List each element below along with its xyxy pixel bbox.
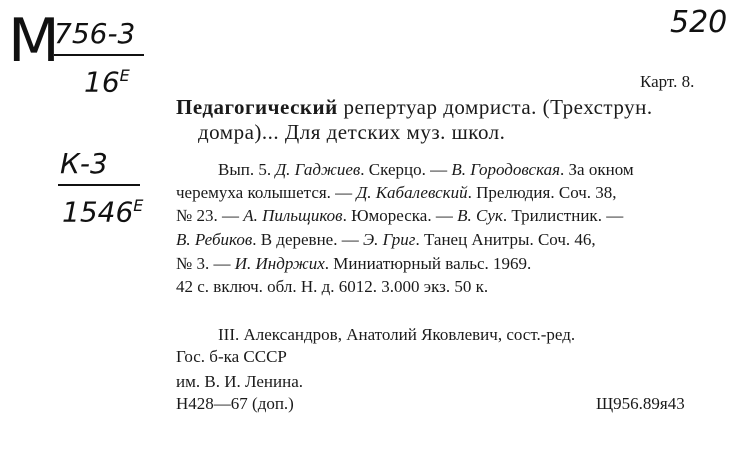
- author-name: А. Пильщиков: [243, 206, 343, 225]
- title-rest: репертуар домриста. (Трехструн.: [337, 95, 653, 119]
- contents-text: № 3. —: [176, 254, 235, 273]
- contents-text: черемуха колышется. —: [176, 183, 357, 202]
- handwritten-mid-top: К-3: [60, 147, 108, 180]
- author-name: И. Индржих: [234, 254, 325, 273]
- contents-text: № 23. —: [176, 206, 244, 225]
- handwritten-mid-bottom: $1546^Е$: [62, 195, 144, 229]
- handwritten-underline-2: [58, 184, 140, 186]
- contents-text: . В деревне. —: [252, 230, 363, 249]
- contents-text: . Скерцо. —: [360, 160, 452, 179]
- contents-text: . За окном: [560, 160, 634, 179]
- library-line-2: им. В. И. Ленина.: [176, 372, 304, 391]
- code-right: Щ956.89я43: [596, 394, 685, 413]
- contents-line: [176, 254, 531, 274]
- card-label: Карт. 8.: [640, 72, 695, 91]
- contents-line: [176, 277, 488, 297]
- contents-line: [176, 230, 596, 250]
- title-line-2: домра)... Для детских муз. школ.: [198, 120, 506, 144]
- contents-text: . Танец Анитры. Соч. 46,: [415, 230, 596, 249]
- handwritten-call-bottom: $16^Е$: [84, 65, 130, 99]
- handwritten-letter: М: [8, 6, 60, 76]
- contents-text: . Прелюдия. Соч. 38,: [467, 183, 617, 202]
- contents-line: [218, 160, 634, 180]
- author-name: В. Городовская: [451, 160, 561, 179]
- contents-text: Вып. 5.: [218, 160, 276, 179]
- contents-text: . Трилистник. —: [502, 206, 624, 225]
- contents-text: 42 с. включ. обл. Н. д. 6012. 3.000 экз. 50 к.: [176, 277, 489, 296]
- compiler-note: III. Александров, Анатолий Яковлевич, сост.-ред.: [218, 325, 576, 344]
- author-name: В. Ребиков: [176, 230, 253, 249]
- handwritten-underline-1: [54, 54, 144, 56]
- handwritten-number: 520: [670, 5, 728, 40]
- contents-line: [176, 206, 623, 226]
- author-name: Д. Гаджиев: [275, 160, 361, 179]
- title-line-1: [176, 95, 653, 119]
- library-line-1: Гос. б-ка СССР: [176, 347, 287, 366]
- contents-line: [176, 183, 617, 203]
- author-name: Д. Кабалевский: [356, 183, 468, 202]
- code-left: Н428—67 (доп.): [176, 394, 294, 413]
- contents-text: . Миниатюрный вальс. 1969.: [324, 254, 532, 273]
- handwritten-call-top: 756-3: [54, 17, 136, 50]
- author-name: Э. Григ: [362, 230, 416, 249]
- author-name: В. Сук: [457, 206, 503, 225]
- contents-text: . Юмореска. —: [342, 206, 458, 225]
- title-bold: Педагогический: [176, 95, 338, 119]
